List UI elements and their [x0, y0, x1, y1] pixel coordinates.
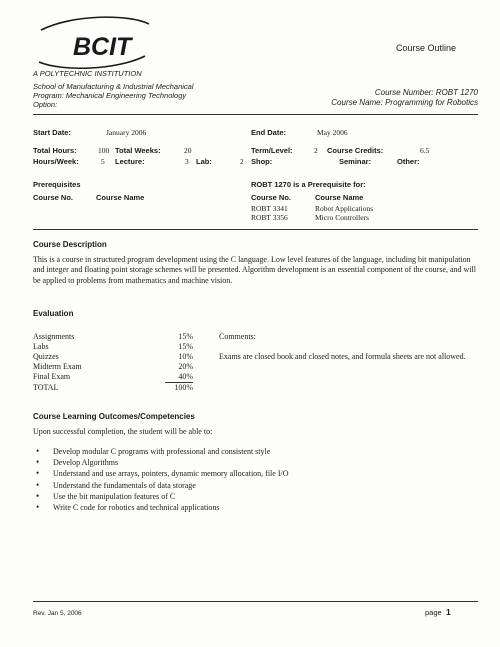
evaluation-item-value: 40%	[178, 372, 193, 381]
institution-tagline: A POLYTECHNIC INSTITUTION	[33, 69, 142, 78]
evaluation-item-name: Midterm Exam	[33, 362, 82, 371]
outcome-item: • Write C code for robotics and technical applications	[36, 502, 288, 513]
option-label: Option:	[33, 100, 58, 109]
prereq-course-no-label: Course No.	[33, 193, 74, 202]
logo-text: BCIT	[73, 33, 132, 61]
shop-label: Shop:	[251, 157, 273, 166]
description-text: This is a course in structured program development using the C language. Low level features of the language, including bit manipulation and integer and floating point storage schemes will be presented. Algorithm development is an essential component of the course, and will be applied to problems from mathematics and machine vision.	[33, 255, 476, 285]
end-date-label: End Date:	[251, 128, 287, 137]
lab-label: Lab:	[196, 157, 212, 166]
start-date-value: January 2006	[106, 128, 147, 137]
term-level-value: 2	[314, 146, 318, 155]
lecture-label: Lecture:	[115, 157, 145, 166]
other-label: Other:	[397, 157, 420, 166]
prereq-course-name-label: Course Name	[96, 193, 145, 202]
course-number: Course Number: ROBT 1270	[374, 88, 478, 97]
total-hours-label: Total Hours:	[33, 146, 77, 155]
prereq-for-course-no: ROBT 3356	[251, 213, 288, 222]
term-level-label: Term/Level:	[251, 146, 293, 155]
evaluation-item-name: Labs	[33, 342, 49, 351]
doc-type: Course Outline	[395, 43, 456, 53]
outcomes-intro: Upon successful completion, the student will be able to:	[33, 427, 213, 436]
section-divider	[33, 229, 478, 230]
page-number: 1	[446, 607, 451, 617]
end-date-value: May 2006	[317, 128, 348, 137]
program-name: Program: Mechanical Engineering Technology	[33, 91, 187, 100]
prereq-for-course-name: Micro Controllers	[315, 213, 369, 222]
evaluation-item-value: 15%	[178, 342, 193, 351]
outcome-item: • Develop Algorithms	[36, 457, 288, 468]
evaluation-total-row	[33, 383, 193, 394]
school-name: School of Manufacturing & Industrial Mechanical	[33, 82, 194, 91]
prereq-for-heading: ROBT 1270 is a Prerequisite for:	[251, 180, 366, 189]
outcomes-list	[36, 446, 288, 513]
description-heading: Course Description	[33, 240, 107, 249]
total-hours-value: 100	[98, 146, 110, 155]
hours-week-label: Hours/Week:	[33, 157, 79, 166]
seminar-label: Seminar:	[339, 157, 372, 166]
comments-label: Comments:	[219, 332, 256, 341]
page-label: page	[425, 608, 442, 617]
lab-value: 2	[240, 157, 244, 166]
footer-divider	[33, 601, 478, 602]
prereq-for-course-no-label: Course No.	[251, 193, 292, 202]
evaluation-item-name: Final Exam	[33, 372, 71, 381]
total-weeks-value: 20	[184, 146, 192, 155]
outcome-item: • Use the bit manipulation features of C	[36, 491, 288, 502]
outcomes-heading: Course Learning Outcomes/Competencies	[33, 412, 195, 421]
outcome-item: • Understand the fundamentals of data storage	[36, 480, 288, 491]
total-weeks-label: Total Weeks:	[115, 146, 161, 155]
start-date-label: Start Date:	[33, 128, 71, 137]
evaluation-item-name: Quizzes	[33, 352, 59, 361]
outcome-item: • Understand and use arrays, pointers, dynamic memory allocation, file I/O	[36, 468, 288, 479]
prereq-for-course-name: Robot Applications	[315, 204, 374, 213]
evaluation-heading: Evaluation	[33, 309, 74, 318]
prerequisites-heading: Prerequisites	[33, 180, 81, 189]
evaluation-item-value: 20%	[178, 362, 193, 371]
course-name: Course Name: Programming for Robotics	[331, 98, 478, 107]
prereq-for-course-name-label: Course Name	[315, 193, 364, 202]
revision-date: Rev. Jan 5, 2006	[33, 610, 82, 617]
evaluation-item-name: Assignments	[33, 332, 75, 341]
outcome-item: • Develop modular C programs with professional and consistent style	[36, 446, 288, 457]
prereq-for-course-no: ROBT 3341	[251, 204, 288, 213]
header-divider	[33, 114, 478, 115]
evaluation-total-value: 100%	[174, 383, 193, 392]
comments-text: Exams are closed book and closed notes, and formula sheets are not allowed.	[219, 352, 466, 361]
course-credits-label: Course Credits:	[327, 146, 384, 155]
evaluation-item-value: 15%	[178, 332, 193, 341]
evaluation-total-label: TOTAL	[33, 383, 59, 392]
course-credits-value: 6.5	[420, 146, 430, 155]
lecture-value: 3	[185, 157, 189, 166]
hours-week-value: 5	[101, 157, 105, 166]
evaluation-item-value: 10%	[178, 352, 193, 361]
bcit-logo	[33, 12, 153, 74]
